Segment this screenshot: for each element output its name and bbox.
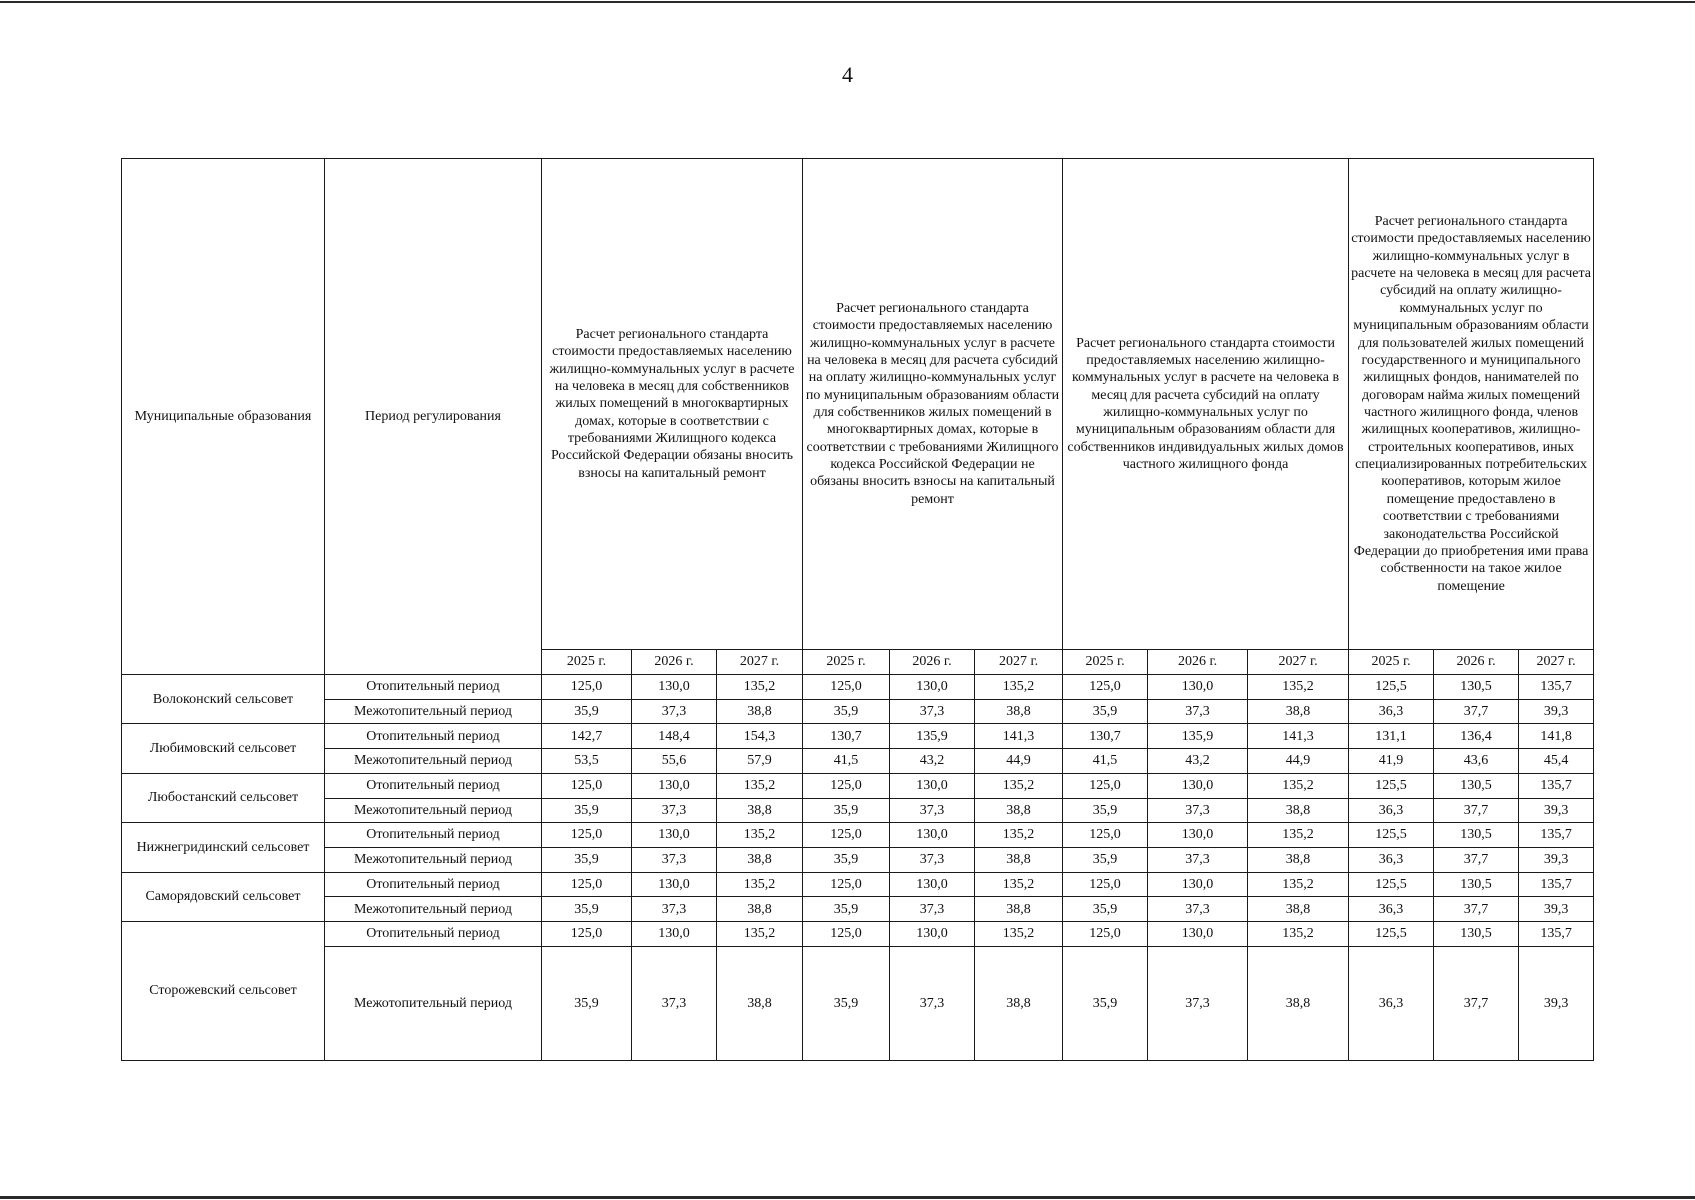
header-group: Расчет регионального стандарта стоимости предоставляемых населению жилищно-коммунальных услуг в расчете на человека в месяц для расчета субсидий на оплату жилищно-коммунальных услуг по муниципальным образованиям области для собственников жилых помещений в многоквартирных домах, которые в соответствии с требованиями Жилищного кодекса Российской Федерации не обязаны вносить взносы на капитальный ремонт: [803, 159, 1063, 650]
page-number: 4: [842, 62, 853, 87]
value-cell: 38,8: [1248, 798, 1349, 823]
table-row: [122, 675, 1594, 700]
value-cell: 37,3: [1148, 798, 1248, 823]
table-row: [122, 823, 1594, 848]
value-cell: 125,0: [803, 773, 890, 798]
table-row: [122, 699, 1594, 724]
value-cell: 39,3: [1519, 798, 1594, 823]
value-cell: 38,8: [717, 798, 803, 823]
year-header: 2025 г.: [1063, 650, 1148, 675]
value-cell: 38,8: [1248, 699, 1349, 724]
value-cell: 35,9: [803, 699, 890, 724]
value-cell: 37,3: [1148, 897, 1248, 922]
value-cell: 135,2: [1248, 872, 1349, 897]
value-cell: 38,8: [1248, 897, 1349, 922]
period-cell: Межотопительный период: [325, 897, 542, 922]
value-cell: 130,0: [632, 823, 717, 848]
value-cell: 36,3: [1349, 798, 1434, 823]
value-cell: 141,8: [1519, 724, 1594, 749]
value-cell: 57,9: [717, 749, 803, 774]
year-header: 2026 г.: [1148, 650, 1248, 675]
value-cell: 130,7: [1063, 724, 1148, 749]
year-header: 2026 г.: [1434, 650, 1519, 675]
value-cell: 135,7: [1519, 823, 1594, 848]
value-cell: 43,6: [1434, 749, 1519, 774]
value-cell: 130,0: [632, 773, 717, 798]
value-cell: 38,8: [717, 699, 803, 724]
period-cell: Межотопительный период: [325, 699, 542, 724]
value-cell: 35,9: [803, 847, 890, 872]
value-cell: 37,7: [1434, 798, 1519, 823]
value-cell: 125,5: [1349, 872, 1434, 897]
value-cell: 45,4: [1519, 749, 1594, 774]
value-cell: 38,8: [975, 946, 1063, 1060]
value-cell: 130,0: [1148, 872, 1248, 897]
value-cell: 125,5: [1349, 823, 1434, 848]
period-cell: Отопительный период: [325, 922, 542, 947]
year-header: 2027 г.: [1248, 650, 1349, 675]
value-cell: 135,7: [1519, 675, 1594, 700]
value-cell: 135,2: [975, 773, 1063, 798]
value-cell: 130,0: [632, 675, 717, 700]
table-row: [122, 847, 1594, 872]
value-cell: 35,9: [542, 897, 632, 922]
value-cell: 37,3: [890, 798, 975, 823]
value-cell: 130,0: [1148, 773, 1248, 798]
value-cell: 125,0: [1063, 823, 1148, 848]
value-cell: 35,9: [542, 946, 632, 1060]
year-header: 2025 г.: [803, 650, 890, 675]
value-cell: 35,9: [542, 699, 632, 724]
value-cell: 130,0: [1148, 675, 1248, 700]
regional-standard-table: [121, 158, 1594, 1061]
value-cell: 38,8: [975, 798, 1063, 823]
value-cell: 41,9: [1349, 749, 1434, 774]
value-cell: 125,0: [542, 675, 632, 700]
value-cell: 130,0: [890, 922, 975, 947]
value-cell: 35,9: [803, 897, 890, 922]
scan-edge-bottom: [0, 1196, 1695, 1199]
value-cell: 135,2: [1248, 823, 1349, 848]
value-cell: 130,5: [1434, 922, 1519, 947]
value-cell: 130,0: [890, 675, 975, 700]
value-cell: 39,3: [1519, 699, 1594, 724]
table-row: [122, 922, 1594, 947]
value-cell: 125,5: [1349, 773, 1434, 798]
value-cell: 44,9: [975, 749, 1063, 774]
value-cell: 38,8: [717, 897, 803, 922]
value-cell: 135,2: [717, 675, 803, 700]
year-header: 2027 г.: [717, 650, 803, 675]
table-row: [122, 798, 1594, 823]
period-cell: Отопительный период: [325, 724, 542, 749]
value-cell: 141,3: [1248, 724, 1349, 749]
value-cell: 135,2: [1248, 773, 1349, 798]
value-cell: 130,0: [632, 872, 717, 897]
value-cell: 125,0: [1063, 675, 1148, 700]
value-cell: 130,0: [1148, 922, 1248, 947]
value-cell: 37,7: [1434, 847, 1519, 872]
value-cell: 36,3: [1349, 847, 1434, 872]
value-cell: 136,4: [1434, 724, 1519, 749]
header-group: Расчет регионального стандарта стоимости предоставляемых населению жилищно-коммунальных услуг в расчете на человека в месяц для расчета субсидий на оплату жилищно-коммунальных услуг по муниципальным образованиям области для пользователей жилых помещений государственного и муниципального жилищных фондов, нанимателей по договорам найма жилых помещений частного жилищного фонда, членов жилищных кооперативов, жилищно-строительных кооперативов, иных специализированных потребительских кооперативов, которым жилое помещение предоставлено в соответствии с требованиями законодательства Российской Федерации до приобретения ими права собственности на такое жилое помещение: [1349, 159, 1594, 650]
value-cell: 35,9: [542, 798, 632, 823]
value-cell: 37,3: [632, 699, 717, 724]
value-cell: 135,7: [1519, 922, 1594, 947]
header-group: Расчет регионального стандарта стоимости предоставляемых населению жилищно-коммунальных услуг в расчете на человека в месяц для собственников жилых помещений в многоквартирных домах, которые в соответствии с требованиями Жилищного кодекса Российской Федерации обязаны вносить взносы на капитальный ремонт: [542, 159, 803, 650]
value-cell: 125,0: [1063, 773, 1148, 798]
value-cell: 125,0: [1063, 922, 1148, 947]
value-cell: 37,3: [632, 798, 717, 823]
period-cell: Отопительный период: [325, 823, 542, 848]
value-cell: 44,9: [1248, 749, 1349, 774]
value-cell: 135,2: [717, 922, 803, 947]
value-cell: 35,9: [1063, 798, 1148, 823]
period-cell: Межотопительный период: [325, 749, 542, 774]
value-cell: 130,0: [890, 823, 975, 848]
value-cell: 130,7: [803, 724, 890, 749]
scan-edge-top: [0, 1, 1695, 3]
value-cell: 135,7: [1519, 872, 1594, 897]
value-cell: 41,5: [803, 749, 890, 774]
value-cell: 37,7: [1434, 699, 1519, 724]
value-cell: 148,4: [632, 724, 717, 749]
value-cell: 37,7: [1434, 946, 1519, 1060]
value-cell: 43,2: [1148, 749, 1248, 774]
value-cell: 130,5: [1434, 675, 1519, 700]
value-cell: 53,5: [542, 749, 632, 774]
value-cell: 135,2: [717, 872, 803, 897]
value-cell: 141,3: [975, 724, 1063, 749]
value-cell: 130,5: [1434, 773, 1519, 798]
value-cell: 135,2: [1248, 922, 1349, 947]
value-cell: 38,8: [717, 946, 803, 1060]
header-row: [122, 159, 1594, 650]
value-cell: 37,3: [1148, 847, 1248, 872]
value-cell: 125,0: [542, 872, 632, 897]
value-cell: 37,7: [1434, 897, 1519, 922]
value-cell: 130,0: [890, 773, 975, 798]
table-row: [122, 749, 1594, 774]
value-cell: 35,9: [803, 946, 890, 1060]
value-cell: 37,3: [890, 699, 975, 724]
value-cell: 38,8: [1248, 847, 1349, 872]
value-cell: 36,3: [1349, 946, 1434, 1060]
municipality-cell: Саморядовский сельсовет: [122, 872, 325, 921]
header-municipality: Муниципальные образования: [122, 159, 325, 675]
value-cell: 135,9: [1148, 724, 1248, 749]
value-cell: 37,3: [890, 946, 975, 1060]
year-header: 2025 г.: [1349, 650, 1434, 675]
table-row: [122, 773, 1594, 798]
value-cell: 125,0: [542, 823, 632, 848]
year-header: 2025 г.: [542, 650, 632, 675]
value-cell: 125,0: [542, 773, 632, 798]
municipality-cell: Любимовский сельсовет: [122, 724, 325, 773]
value-cell: 37,3: [632, 897, 717, 922]
value-cell: 35,9: [1063, 699, 1148, 724]
value-cell: 37,3: [890, 847, 975, 872]
table-body: [122, 675, 1594, 1061]
municipality-cell: Любостанский сельсовет: [122, 773, 325, 822]
value-cell: 38,8: [1248, 946, 1349, 1060]
municipality-cell: Нижнегридинский сельсовет: [122, 823, 325, 872]
value-cell: 131,1: [1349, 724, 1434, 749]
value-cell: 125,0: [803, 922, 890, 947]
value-cell: 37,3: [632, 946, 717, 1060]
value-cell: 125,0: [803, 823, 890, 848]
value-cell: 35,9: [803, 798, 890, 823]
value-cell: 37,3: [632, 847, 717, 872]
value-cell: 38,8: [975, 847, 1063, 872]
value-cell: 125,5: [1349, 675, 1434, 700]
value-cell: 154,3: [717, 724, 803, 749]
value-cell: 135,2: [975, 922, 1063, 947]
year-header: 2026 г.: [632, 650, 717, 675]
municipality-cell: Сторожевский сельсовет: [122, 922, 325, 1061]
value-cell: 35,9: [1063, 897, 1148, 922]
value-cell: 35,9: [1063, 847, 1148, 872]
value-cell: 39,3: [1519, 897, 1594, 922]
period-cell: Отопительный период: [325, 872, 542, 897]
value-cell: 125,5: [1349, 922, 1434, 947]
value-cell: 130,5: [1434, 823, 1519, 848]
value-cell: 125,0: [803, 872, 890, 897]
value-cell: 37,3: [1148, 946, 1248, 1060]
municipality-cell: Волоконский сельсовет: [122, 675, 325, 724]
value-cell: 38,8: [717, 847, 803, 872]
table-row: [122, 946, 1594, 1060]
table-row: [122, 872, 1594, 897]
value-cell: 130,0: [890, 872, 975, 897]
header-group: Расчет регионального стандарта стоимости предоставляемых населению жилищно-коммунальных услуг в расчете на человека в месяц для расчета субсидий на оплату жилищно-коммунальных услуг по муниципальным образованиям области для собственников индивидуальных жилых домов частного жилищного фонда: [1063, 159, 1349, 650]
value-cell: 135,2: [717, 823, 803, 848]
value-cell: 135,2: [975, 823, 1063, 848]
table-row: [122, 897, 1594, 922]
value-cell: 38,8: [975, 699, 1063, 724]
value-cell: 38,8: [975, 897, 1063, 922]
value-cell: 43,2: [890, 749, 975, 774]
value-cell: 130,0: [632, 922, 717, 947]
header-period: Период регулирования: [325, 159, 542, 675]
value-cell: 125,0: [1063, 872, 1148, 897]
value-cell: 130,5: [1434, 872, 1519, 897]
period-cell: Межотопительный период: [325, 946, 542, 1060]
value-cell: 39,3: [1519, 847, 1594, 872]
value-cell: 36,3: [1349, 699, 1434, 724]
value-cell: 125,0: [803, 675, 890, 700]
value-cell: 130,0: [1148, 823, 1248, 848]
table-row: [122, 724, 1594, 749]
value-cell: 37,3: [1148, 699, 1248, 724]
value-cell: 35,9: [542, 847, 632, 872]
value-cell: 36,3: [1349, 897, 1434, 922]
value-cell: 142,7: [542, 724, 632, 749]
value-cell: 135,2: [717, 773, 803, 798]
value-cell: 35,9: [1063, 946, 1148, 1060]
value-cell: 135,7: [1519, 773, 1594, 798]
value-cell: 135,2: [975, 872, 1063, 897]
value-cell: 37,3: [890, 897, 975, 922]
year-header: 2027 г.: [975, 650, 1063, 675]
value-cell: 135,2: [975, 675, 1063, 700]
period-cell: Отопительный период: [325, 675, 542, 700]
value-cell: 125,0: [542, 922, 632, 947]
period-cell: Межотопительный период: [325, 798, 542, 823]
value-cell: 135,9: [890, 724, 975, 749]
value-cell: 41,5: [1063, 749, 1148, 774]
value-cell: 55,6: [632, 749, 717, 774]
year-header: 2026 г.: [890, 650, 975, 675]
value-cell: 135,2: [1248, 675, 1349, 700]
value-cell: 39,3: [1519, 946, 1594, 1060]
period-cell: Отопительный период: [325, 773, 542, 798]
period-cell: Межотопительный период: [325, 847, 542, 872]
year-header: 2027 г.: [1519, 650, 1594, 675]
